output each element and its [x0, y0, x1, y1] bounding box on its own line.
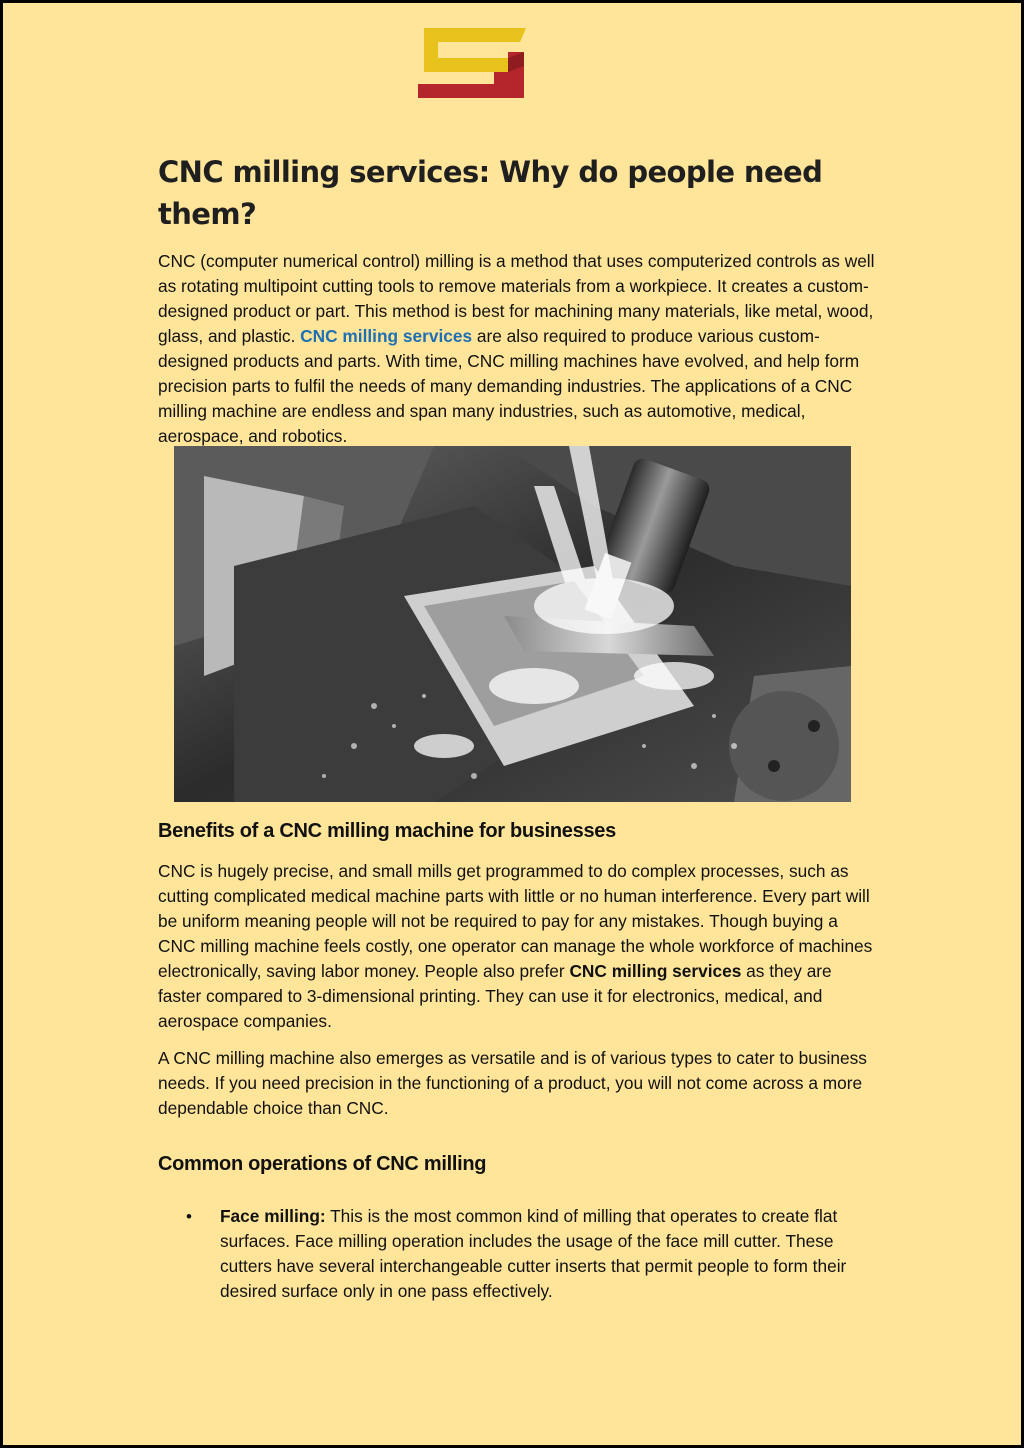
list-item-text: [220, 1204, 878, 1304]
list-item-description: This is the most common kind of milling that operates to create flat surfaces. Face milling operation includes the usage of the face mill cutter. These cutters have several interchangeable cutter inserts that permit people to form their desired surface only in one pass effectively.: [220, 1206, 847, 1301]
benefits-section: [158, 817, 878, 1121]
intro-text-1: CNC (computer numerical control) milling is a method that uses computerized controls as well as rotating multipoint cutting tools to remove materials from a workpiece. It creates a custom-designed product or part. This method is best for machining many materials, like metal, wood, glass, and plastic.: [158, 251, 875, 346]
bullet-icon: •: [186, 1207, 192, 1226]
list-item-term: Face milling:: [220, 1206, 326, 1226]
company-logo: [416, 22, 531, 99]
list-item: [186, 1204, 878, 1304]
benefits-text-1: CNC is hugely precise, and small mills get programmed to do complex processes, such as cutting complicated medical machine parts with little or no human interference. Every part will be uniform meaning people will not be required to pay for any mistakes. Though buying a CNC milling machine feels costly, one operator can manage the whole workforce of machines electronically, saving labor money. People also prefer: [158, 861, 873, 981]
intro-text-2: are also required to produce various custom-designed products and parts. With time, CNC milling machines have evolved, and help form precision parts to fulfil the needs of many demanding industries. The applications of a CNC milling machine are endless and span many industries, such as automotive, medical, aerospace, and robotics.: [158, 326, 860, 446]
benefits-heading: Benefits of a CNC milling machine for businesses: [158, 820, 616, 842]
cnc-machine-photo: [174, 446, 851, 802]
benefits-bold-term: CNC milling services: [569, 961, 742, 981]
benefits-paragraph-1: [158, 859, 878, 1034]
intro-paragraph: [158, 249, 878, 449]
operations-heading: Common operations of CNC milling: [158, 1153, 487, 1175]
benefits-text-2: as they are faster compared to 3-dimensional printing. They can use it for electronics, medical, and aerospace companies.: [158, 961, 832, 1031]
benefits-paragraph-2: A CNC milling machine also emerges as versatile and is of various types to cater to business needs. If you need precision in the functioning of a product, you will not come across a more dependable choice than CNC.: [158, 1048, 867, 1118]
operations-section: [158, 1150, 878, 1304]
page-title: CNC milling services: Why do people need them?: [158, 155, 823, 231]
cnc-milling-services-link[interactable]: CNC milling services: [300, 326, 473, 346]
article-intro: [158, 151, 878, 449]
